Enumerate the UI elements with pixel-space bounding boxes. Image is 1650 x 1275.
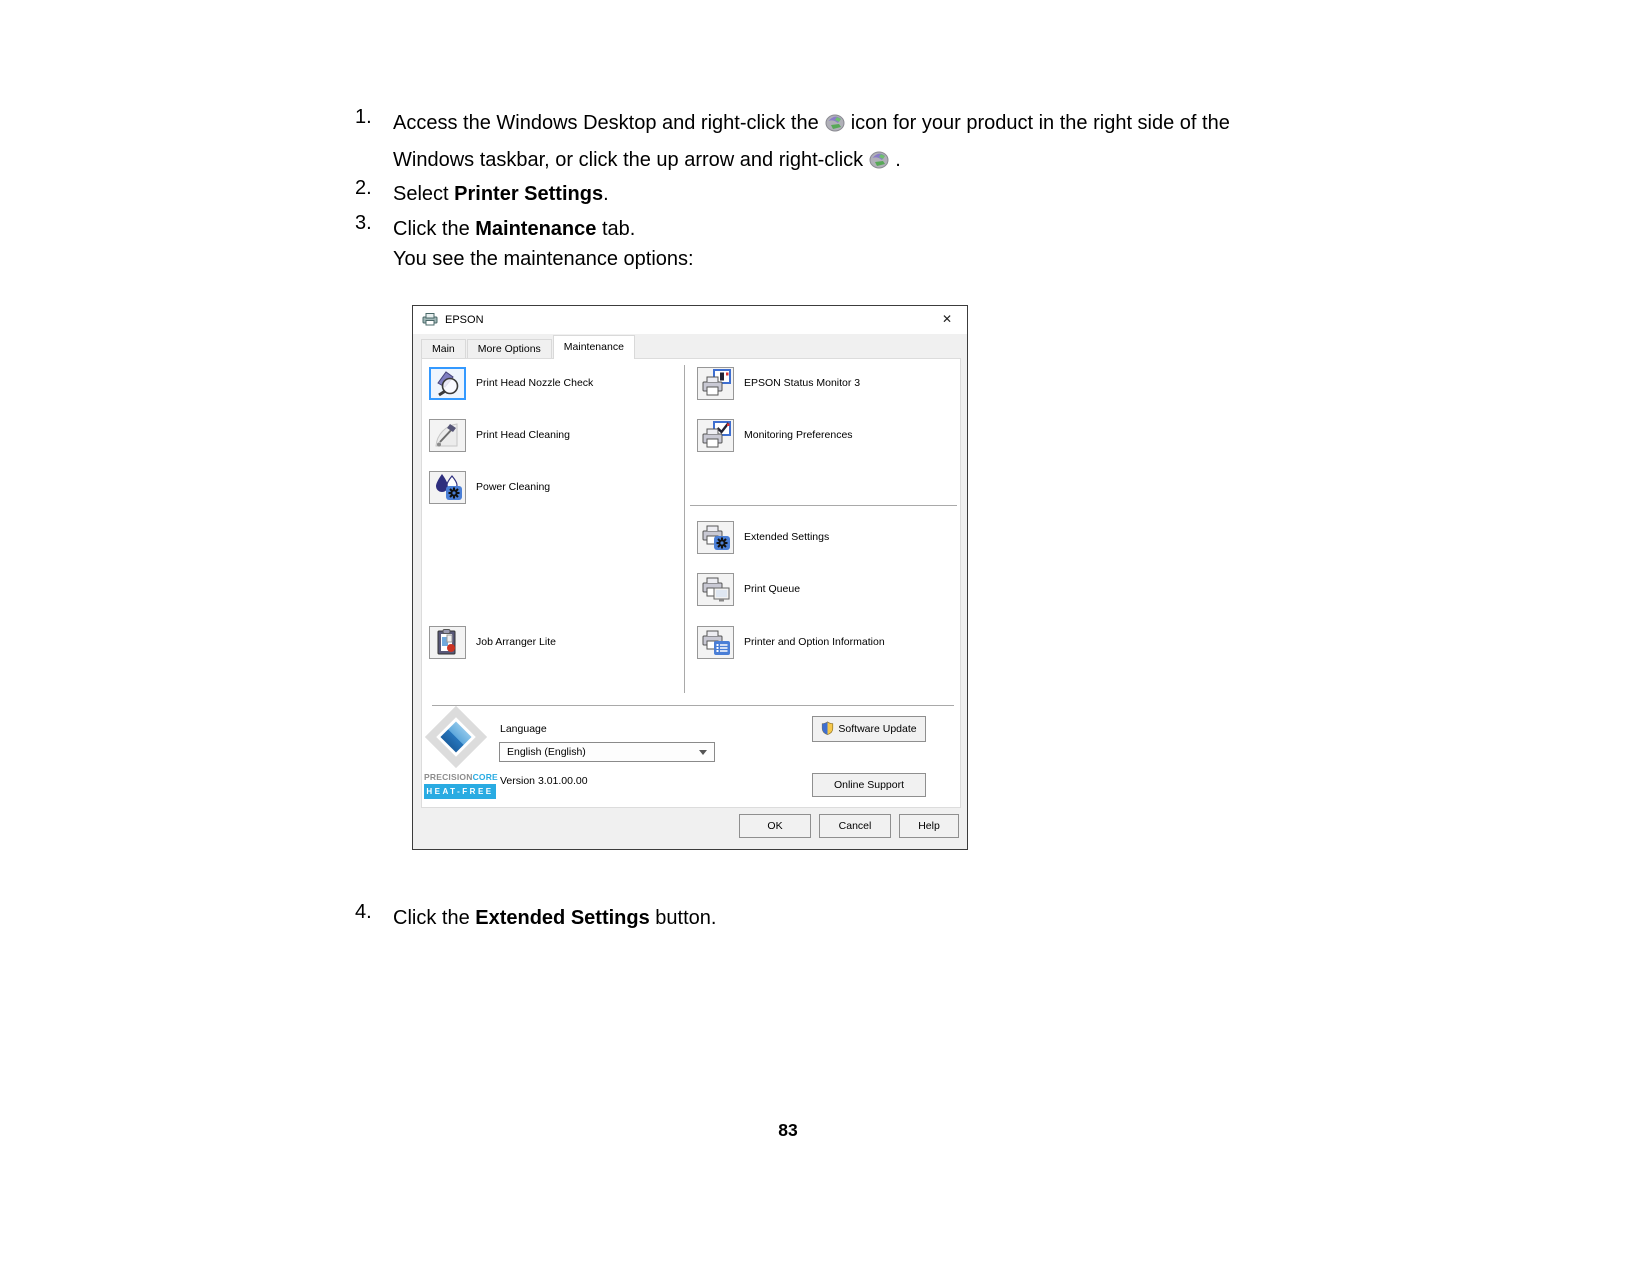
close-icon[interactable]: ✕ (941, 312, 953, 326)
epson-printer-settings-dialog (412, 305, 968, 850)
version-text: Version 3.01.00.00 (500, 775, 588, 787)
chevron-down-icon (699, 750, 707, 755)
maintenance-option-row (697, 572, 800, 606)
column-divider (684, 365, 685, 693)
footer-divider (432, 705, 954, 706)
heat-free-badge: HEAT-FREE (424, 784, 496, 799)
step-3-note: You see the maintenance options: (393, 248, 694, 270)
step-number: 4. (355, 901, 372, 923)
power-cleaning-icon (433, 473, 463, 501)
print-head-cleaning-button[interactable] (429, 419, 466, 452)
button-label: Print Head Nozzle Check (476, 377, 594, 389)
button-label: Online Support (833, 779, 905, 791)
printer-and-option-information-icon (701, 628, 731, 656)
print-head-nozzle-check-button[interactable] (429, 367, 466, 400)
online-support-button[interactable] (812, 773, 926, 797)
precisioncore-heat-free-logo (422, 708, 498, 804)
button-label: Monitoring Preferences (744, 429, 853, 441)
step-text: Select Printer Settings. (393, 183, 609, 205)
tab-bar (421, 337, 636, 359)
logo-wordmark: PRECISIONCORE (424, 772, 498, 782)
step-text: Click the Extended Settings button. (393, 907, 717, 929)
step-text-fragment: icon for your product in the right side of the (850, 112, 1230, 134)
step-number: 1. (355, 106, 372, 128)
extended-settings-icon (701, 523, 731, 551)
extended-settings-button[interactable] (697, 521, 734, 554)
maintenance-option-row (697, 520, 829, 554)
section-divider (690, 505, 957, 506)
monitoring-preferences-icon (701, 421, 731, 449)
button-label: Job Arranger Lite (476, 636, 556, 648)
step-1 (355, 106, 1230, 180)
shield-icon (821, 721, 834, 738)
maintenance-tab-page (421, 358, 961, 808)
button-label: Power Cleaning (476, 481, 551, 493)
language-selected-value: English (English) (507, 746, 586, 758)
button-label: Printer and Option Information (744, 636, 885, 648)
tab-more-options[interactable]: More Options (467, 339, 552, 359)
step-2 (355, 177, 609, 211)
step-number: 3. (355, 212, 372, 234)
page-number: 83 (778, 1120, 798, 1140)
language-label: Language (500, 723, 547, 735)
maintenance-option-row (697, 366, 860, 400)
epson-status-monitor-3-icon (701, 369, 731, 397)
job-arranger-lite-icon (433, 628, 463, 656)
step-3 (355, 212, 635, 246)
printer-and-option-information-button[interactable] (697, 626, 734, 659)
maintenance-option-row (429, 625, 556, 659)
tab-maintenance[interactable]: Maintenance (553, 335, 635, 359)
help-button[interactable]: Help (899, 814, 959, 838)
print-head-cleaning-icon (433, 421, 463, 449)
software-update-button[interactable] (812, 716, 926, 742)
product-tray-icon (824, 109, 846, 143)
print-head-nozzle-check-icon (433, 369, 463, 397)
step-4 (355, 901, 716, 935)
step-number: 2. (355, 177, 372, 199)
monitoring-preferences-button[interactable] (697, 419, 734, 452)
step-text-fragment: Access the Windows Desktop and right-click the (393, 112, 819, 134)
step-text (393, 106, 1230, 180)
power-cleaning-button[interactable] (429, 471, 466, 504)
tab-main[interactable]: Main (421, 339, 466, 359)
maintenance-option-row (429, 470, 550, 504)
maintenance-option-row (429, 366, 593, 400)
button-label: Print Head Cleaning (476, 429, 570, 441)
button-label: Print Queue (744, 583, 801, 595)
print-queue-button[interactable] (697, 573, 734, 606)
ok-button[interactable]: OK (739, 814, 811, 838)
language-select[interactable] (499, 742, 715, 762)
maintenance-option-row (697, 418, 853, 452)
step-text-fragment: Windows taskbar, or click the up arrow and right-click (393, 149, 864, 171)
maintenance-option-row (429, 418, 570, 452)
dialog-title: EPSON (445, 314, 484, 326)
epson-status-monitor-3-button[interactable] (697, 367, 734, 400)
step-text: Click the Maintenance tab. (393, 218, 636, 240)
button-label: Software Update (838, 723, 917, 735)
button-label: Extended Settings (744, 531, 830, 543)
product-tray-icon (868, 146, 890, 180)
maintenance-option-row (697, 625, 885, 659)
step-text-fragment: . (895, 149, 901, 171)
print-queue-icon (701, 575, 731, 603)
job-arranger-lite-button[interactable] (429, 626, 466, 659)
printer-icon (422, 312, 438, 329)
button-label: EPSON Status Monitor 3 (744, 377, 861, 389)
dialog-titlebar (413, 306, 967, 334)
cancel-button[interactable]: Cancel (819, 814, 891, 838)
